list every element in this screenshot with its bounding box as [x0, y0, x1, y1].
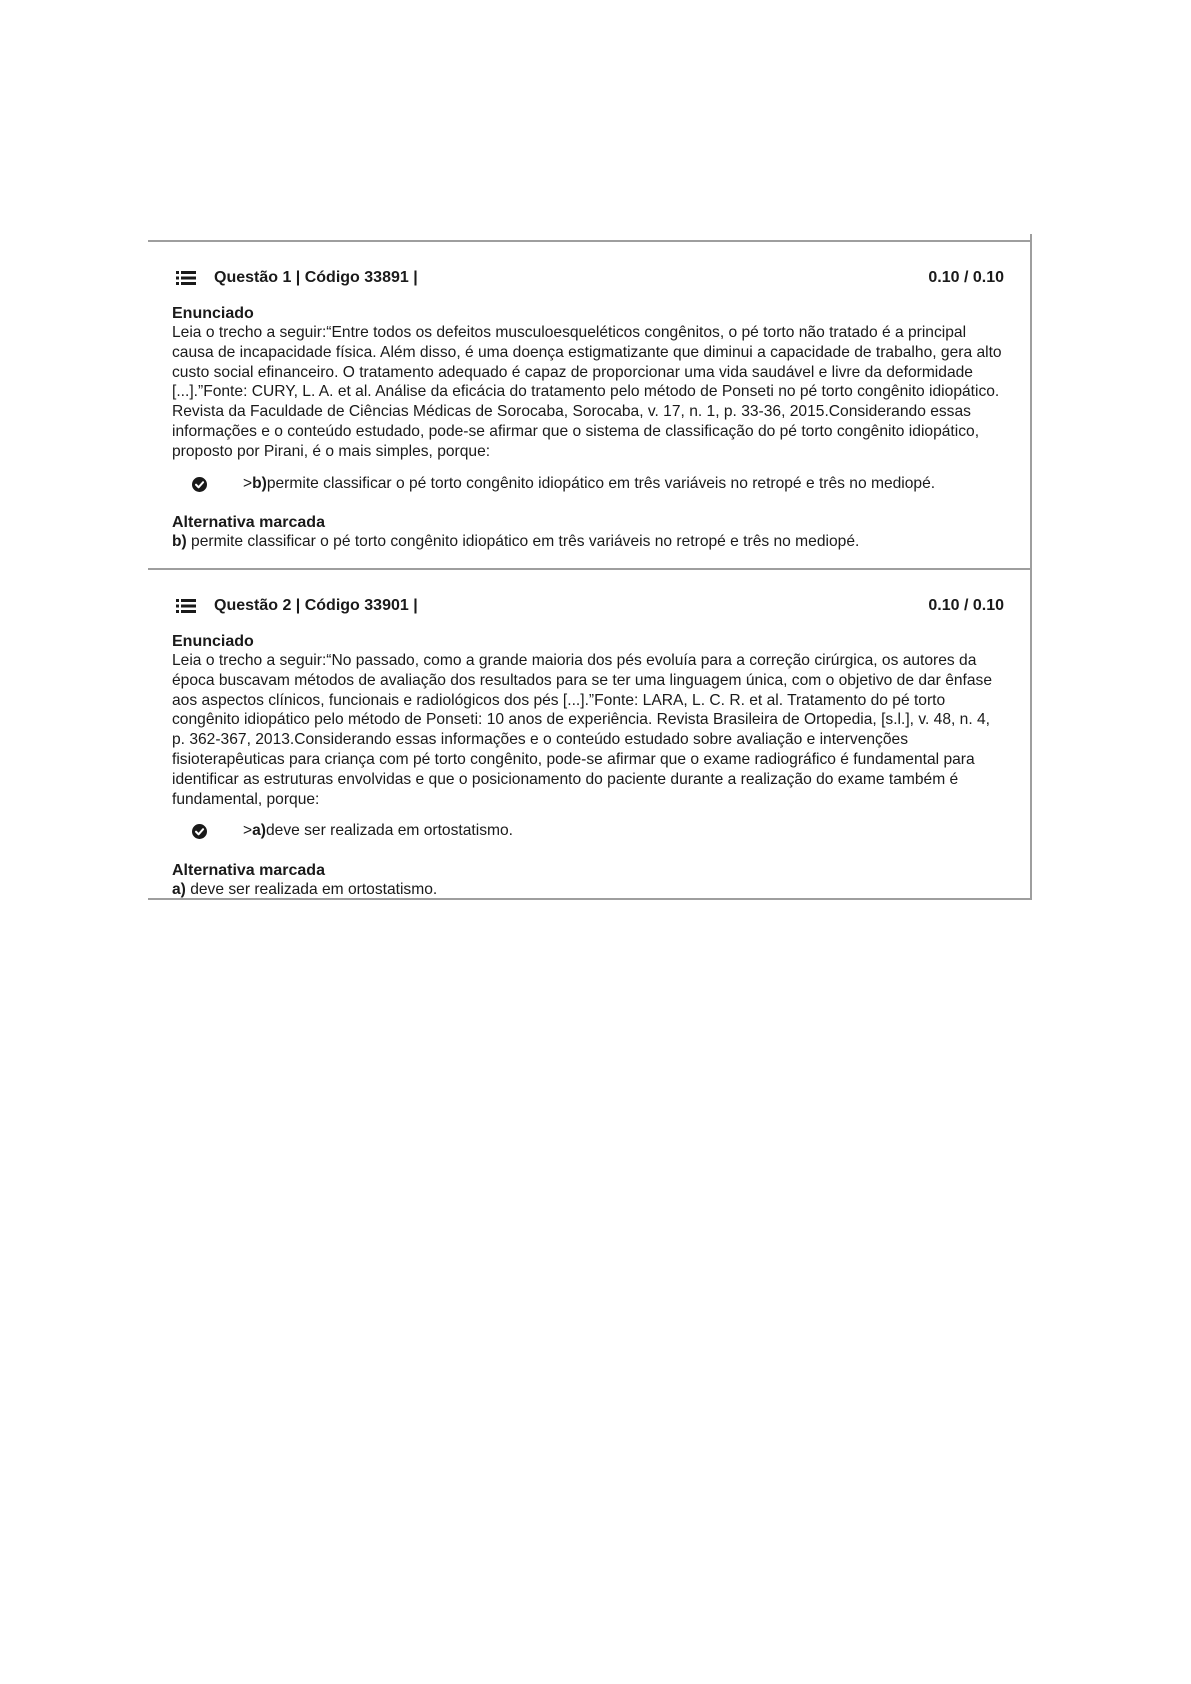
question-header-left: [172, 597, 418, 615]
question-card: [148, 240, 1032, 570]
question-score: 0.10 / 0.10: [928, 597, 1004, 614]
question-header: [172, 596, 1004, 616]
answer-text: [243, 474, 943, 494]
question-header: [172, 268, 1004, 288]
answer-prefix: >: [243, 822, 253, 840]
marked-text: permite classificar o pé torto congênito idiopático em três variáveis no retropé e três no mediopé.: [186, 533, 860, 551]
question-header-left: [172, 269, 418, 287]
answer-letter: a): [252, 822, 266, 840]
statement-text: Leia o trecho a seguir:“No passado, como a grande maioria dos pés evoluía para a correção cirúrgica, os autores da época buscavam métodos de avaliação dos resultados para se ter uma linguagem única, com o objetivo de dar ênfase aos aspectos clínicos, funcionais e radiológicos dos pés [...].”Fonte: LARA, L. C. R. et al. Tratamento do pé torto congênito idiopático pelo método de Ponseti: 10 anos de experiência. Revista Brasileira de Ortopedia, [s.l.], v. 48, n. 4, p. 362-367, 2013.Considerando essas informações e o conteúdo estudado sobre avaliação e intervenções fisioterapêuticas para criança com pé torto congênito, pode-se afirmar que o exame radiográfico é fundamental para identificar as estruturas envolvidas e que o posicionamento do paciente durante a realização do exame também é fundamental, porque:: [172, 652, 993, 808]
answer-letter: b): [252, 474, 267, 492]
question-title: Questão 1 | Código 33891 |: [214, 269, 418, 286]
marked-alternative: [172, 532, 1004, 552]
statement-label: Enunciado: [172, 633, 254, 650]
selected-answer: [172, 474, 1004, 494]
question-title: Questão 2 | Código 33901 |: [214, 597, 418, 614]
answer-text: [243, 821, 943, 841]
marked-letter: b): [172, 533, 187, 551]
question-card: [148, 570, 1032, 900]
marked-label: Alternativa marcada: [172, 862, 325, 880]
answer-body: deve ser realizada em ortostatismo.: [265, 822, 513, 840]
question-score: 0.10 / 0.10: [928, 269, 1004, 286]
statement-text: Leia o trecho a seguir:“Entre todos os defeitos musculoesqueléticos congênitos, o pé torto não tratado é a principal causa de incapacidade física. Além disso, é uma doença estigmatizante que diminui a capacidade de trabalho, gera alto custo social efinanceiro. O tratamento adequado é capaz de proporcionar uma vida saudável e livre da deformidade [...].”Fonte: CURY, L. A. et al. Análise da eficácia do tratamento pelo método de Ponseti no pé torto congênito idiopático. Revista da Faculdade de Ciências Médicas de Sorocaba, Sorocaba, v. 17, n. 1, p. 33-36, 2015.Considerando essas informações e o conteúdo estudado, pode-se afirmar que o sistema de classificação do pé torto congênito idiopático, proposto por Pirani, é o mais simples, porque:: [172, 324, 1002, 460]
answer-prefix: >: [243, 474, 253, 492]
statement-label: Enunciado: [172, 305, 254, 322]
list-icon: [176, 598, 196, 614]
marked-label: Alternativa marcada: [172, 514, 325, 532]
list-icon: [176, 270, 196, 286]
check-circle-icon: [192, 477, 207, 492]
check-circle-icon: [192, 824, 207, 839]
answer-body: permite classificar o pé torto congênito idiopático em três variáveis no retropé e três no mediopé.: [266, 474, 936, 492]
marked-text: deve ser realizada em ortostatismo.: [185, 881, 438, 899]
selected-answer: [172, 821, 1004, 841]
card-divider-tick: [1030, 234, 1032, 242]
question-list: [148, 240, 1032, 900]
marked-letter: a): [172, 881, 186, 899]
marked-alternative: [172, 880, 1004, 900]
